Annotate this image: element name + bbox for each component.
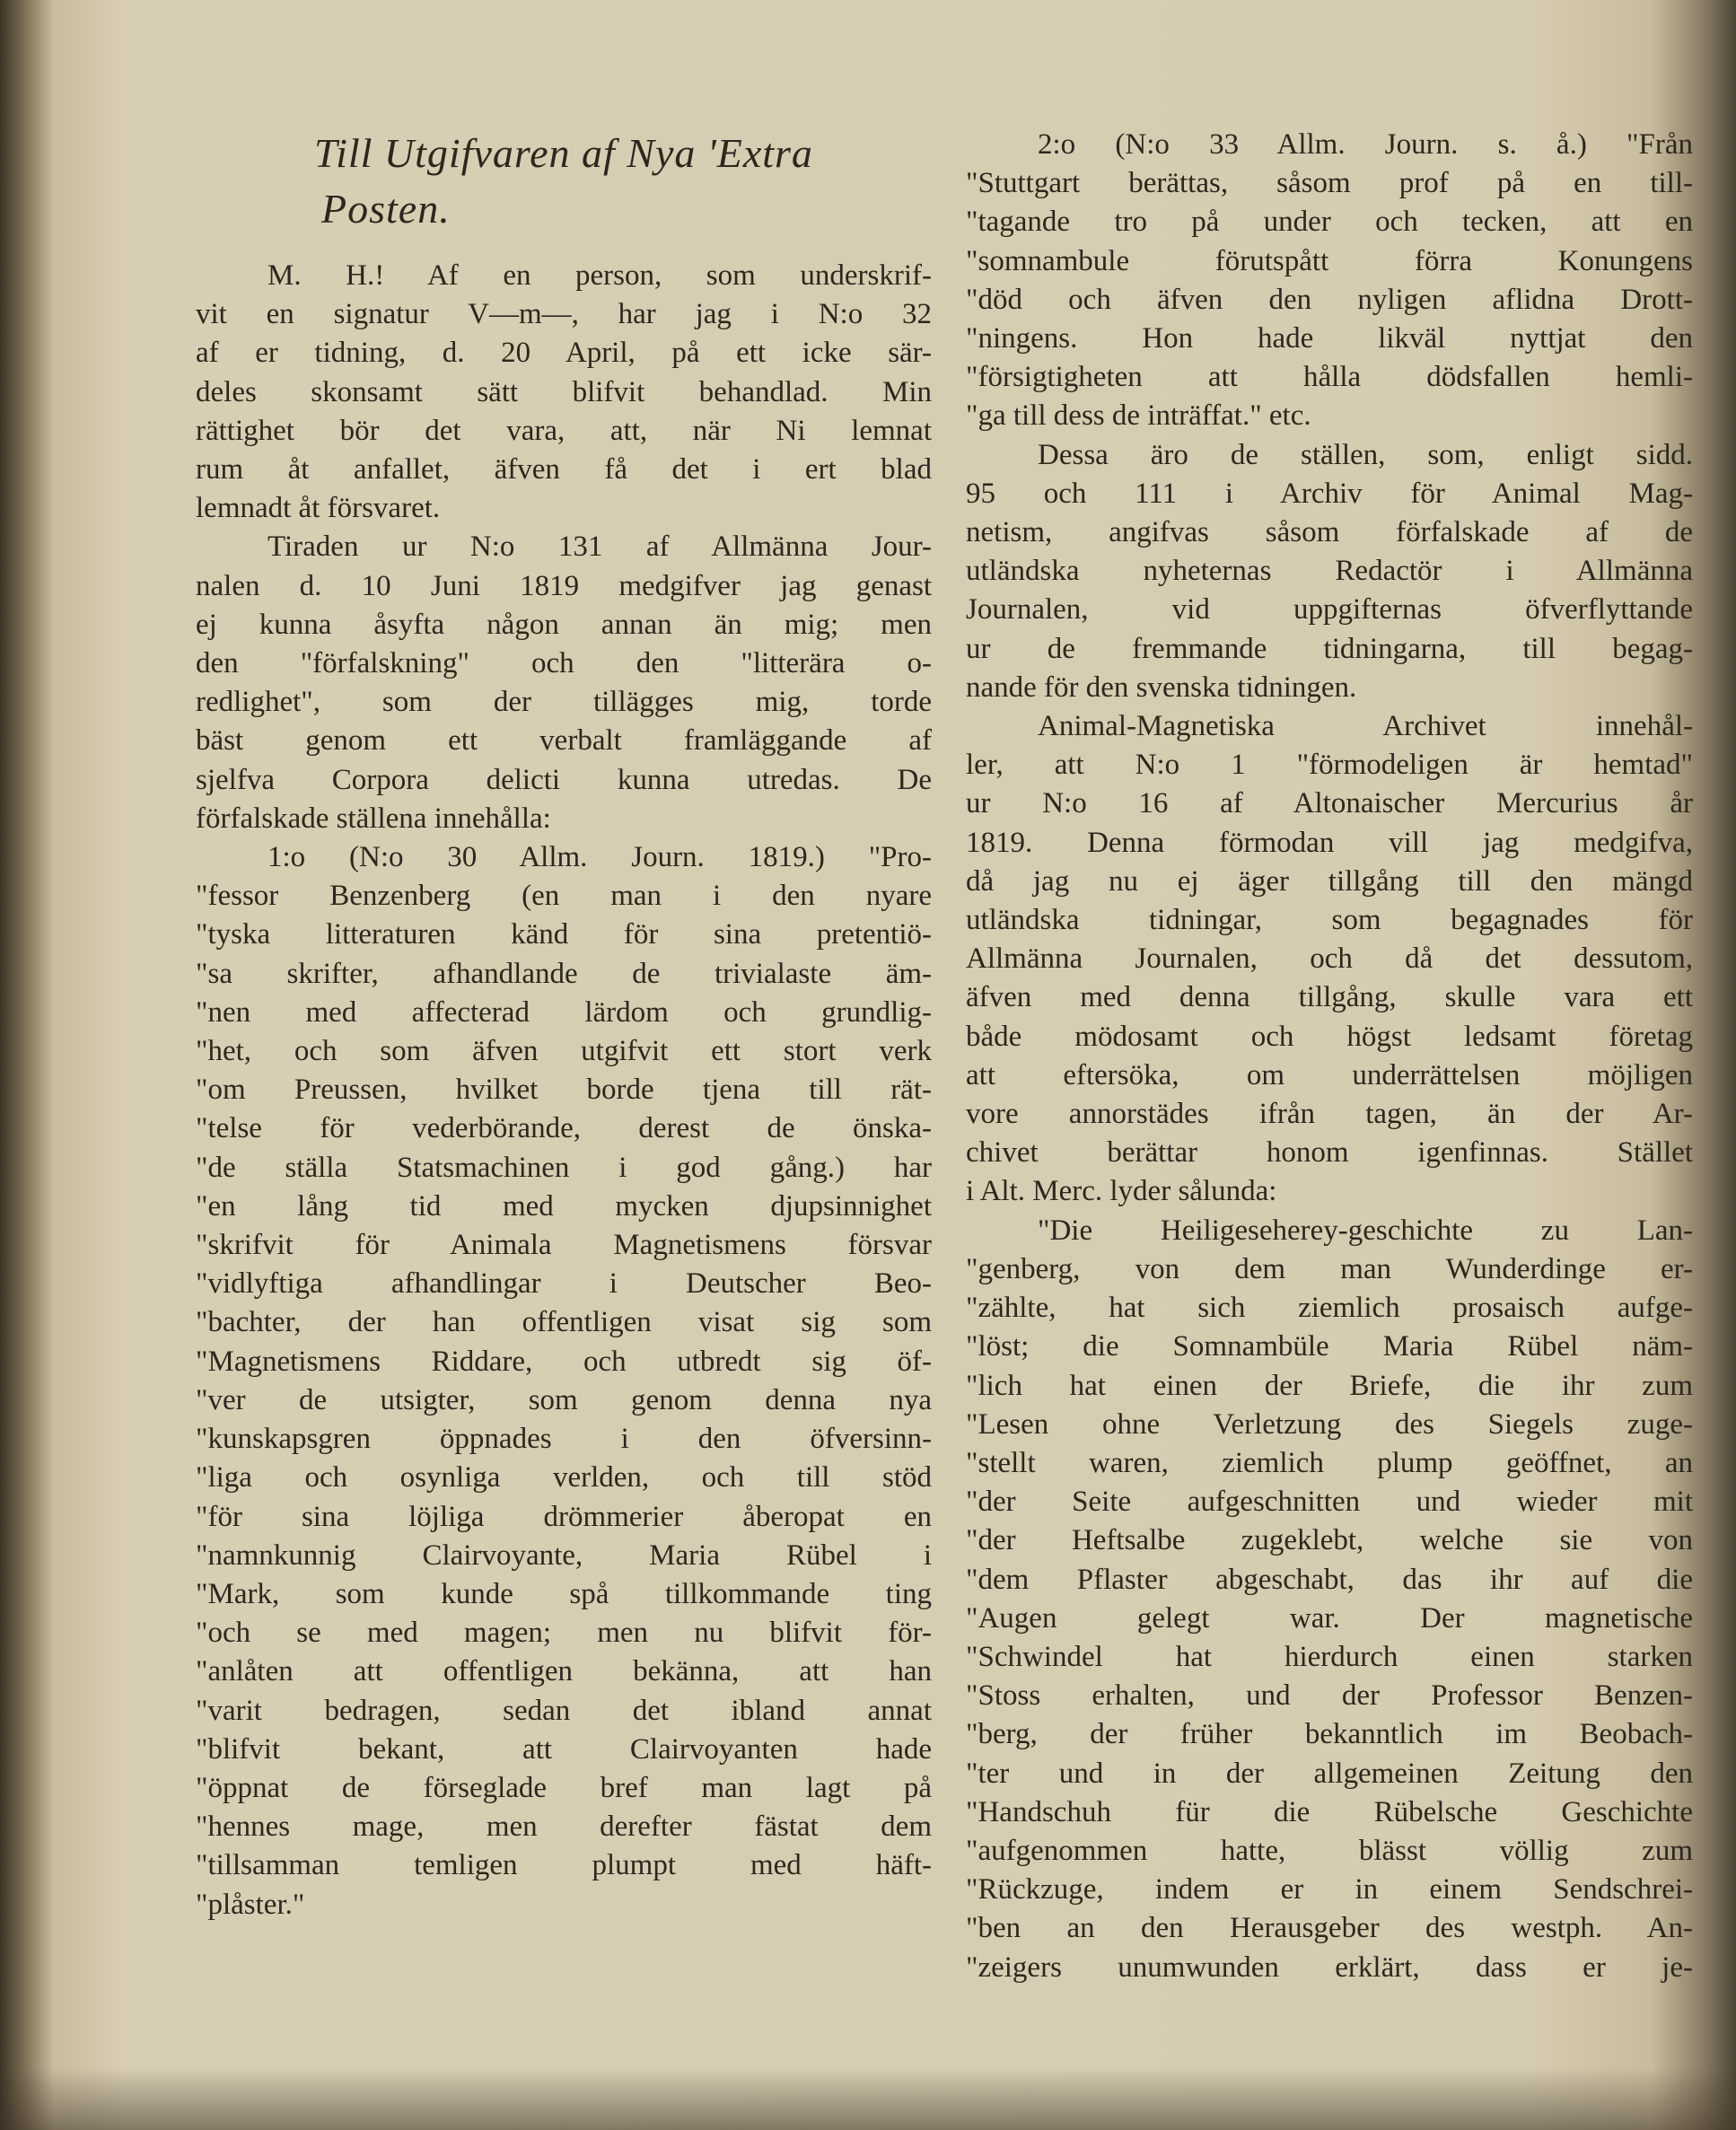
text-line: "fessor Benzenberg (en man i den nyare xyxy=(196,880,932,913)
text-line: då jag nu ej äger tillgång till den mängd xyxy=(966,864,1693,898)
text-line: 2:o (N:o 33 Allm. Journ. s. å.) "Från xyxy=(1038,128,1693,161)
text-line: "och se med magen; men nu blifvit för- xyxy=(196,1617,932,1650)
text-line: af er tidning, d. 20 April, på ett icke sär- xyxy=(196,337,932,370)
text-line: "liga och osynliga verlden, och till stöd xyxy=(196,1461,932,1495)
text-line: "en lång tid med mycken djupsinnighet xyxy=(196,1189,932,1223)
text-line: "Handschuh für die Rübelsche Geschichte xyxy=(966,1795,1693,1828)
text-line: "ver de utsigter, som genom denna nya xyxy=(196,1383,932,1416)
text-line: "Mark, som kunde spå tillkommande ting xyxy=(196,1577,932,1610)
text-line: "somnambule förutspått förra Konungens xyxy=(966,244,1693,277)
text-line: "försigtigheten att hålla dödsfallen hemli- xyxy=(966,361,1693,394)
text-line: "anlåten att offentligen bekänna, att han xyxy=(196,1655,932,1688)
text-line: "namnkunnig Clairvoyante, Maria Rübel i xyxy=(196,1538,932,1572)
text-line: "aufgenommen hatte, blässt völlig zum xyxy=(966,1834,1693,1867)
article-title-line-2: Posten. xyxy=(321,186,451,232)
text-line: rum åt anfallet, äfven få det i ert blad xyxy=(196,453,932,486)
text-line: äfven med denna tillgång, skulle vara ett xyxy=(966,981,1693,1014)
text-line: "om Preussen, hvilket borde tjena till rät- xyxy=(196,1074,932,1107)
text-line: 1:o (N:o 30 Allm. Journ. 1819.) "Pro- xyxy=(267,841,932,874)
text-line: vit en signatur V—m—, har jag i N:o 32 xyxy=(196,298,932,331)
text-line: "berg, der früher bekanntlich im Beobach- xyxy=(966,1718,1693,1751)
text-line: rättighet bör det vara, att, när Ni lemnat xyxy=(196,414,932,447)
text-line: "dem Pflaster abgeschabt, das ihr auf die xyxy=(966,1563,1693,1596)
text-line: chivet berättar honom igenfinnas. Stället xyxy=(966,1136,1693,1170)
text-line: både mödosamt och högst ledsamt företag xyxy=(966,1020,1693,1053)
text-line: "Stuttgart berättas, såsom prof på en till- xyxy=(966,167,1693,200)
text-line: "de ställa Statsmachinen i god gång.) har xyxy=(196,1151,932,1184)
text-line: "zeigers unumwunden erklärt, dass er je- xyxy=(966,1950,1693,1984)
text-line: "genberg, von dem man Wunderdinge er- xyxy=(966,1252,1693,1285)
text-line: den "förfalskning" och den "litterära o- xyxy=(196,647,932,680)
text-line: "het, och som äfven utgifvit ett stort verk xyxy=(196,1035,932,1068)
text-line: Journalen, vid uppgifternas öfverflyttande xyxy=(966,593,1693,627)
text-line: sjelfva Corpora delicti kunna utredas. De xyxy=(196,763,932,796)
text-line: "varit bedragen, sedan det ibland annat xyxy=(196,1694,932,1727)
text-line: "Magnetismens Riddare, och utbredt sig öf- xyxy=(196,1345,932,1378)
text-line: att eftersöka, om underrättelsen möjligen xyxy=(966,1058,1693,1091)
text-line: M. H.! Af en person, som underskrif- xyxy=(267,259,932,292)
text-line: "Augen gelegt war. Der magnetische xyxy=(966,1601,1693,1635)
text-line: "vidlyftiga afhandlingar i Deutscher Beo- xyxy=(196,1267,932,1301)
text-line: nalen d. 10 Juni 1819 medgifver jag genast xyxy=(196,569,932,602)
text-line: "lich hat einen der Briefe, die ihr zum xyxy=(966,1369,1693,1402)
text-line: nande för den svenska tidningen. xyxy=(966,671,1357,704)
text-line: "plåster." xyxy=(196,1888,305,1921)
text-line: förfalskade ställena innehålla: xyxy=(196,802,551,835)
text-line: vore annorstädes ifrån tagen, än der Ar- xyxy=(966,1098,1693,1131)
text-line: Dessa äro de ställen, som, enligt sidd. xyxy=(1038,438,1693,471)
text-line: "stellt waren, ziemlich plump geöffnet, an xyxy=(966,1446,1693,1479)
text-line: Animal-Magnetiska Archivet innehål- xyxy=(1038,710,1693,743)
text-line: "tyska litteraturen känd för sina pretentiö- xyxy=(196,918,932,951)
text-line: "Lesen ohne Verletzung des Siegels zuge- xyxy=(966,1407,1693,1441)
text-line: "zählte, hat sich ziemlich prosaisch aufge- xyxy=(966,1292,1693,1325)
text-line: utländska nyheternas Redactör i Allmänna xyxy=(966,555,1693,588)
article-title-line-1: Till Utgifvaren af Nya 'Extra xyxy=(314,130,813,176)
text-line: "tagande tro på under och tecken, att en xyxy=(966,206,1693,239)
left-column-text xyxy=(196,257,932,1924)
text-line: "Rückzuge, indem er in einem Sendschrei- xyxy=(966,1873,1693,1906)
text-line: "kunskapsgren öppnades i den öfversinn- xyxy=(196,1423,932,1456)
text-line: "bachter, der han offentligen visat sig som xyxy=(196,1306,932,1339)
text-line: netism, angifvas såsom förfalskade af de xyxy=(966,516,1693,549)
text-line: "Stoss erhalten, und der Professor Benzen- xyxy=(966,1679,1693,1713)
text-line: "blifvit bekant, att Clairvoyanten hade xyxy=(196,1732,932,1766)
text-line: ur N:o 16 af Altonaischer Mercurius år xyxy=(966,787,1693,820)
text-line: Allmänna Journalen, och då det dessutom, xyxy=(966,942,1693,976)
text-line: "skrifvit för Animala Magnetismens försvar xyxy=(196,1229,932,1262)
right-column-text xyxy=(966,126,1693,1987)
text-line: i Alt. Merc. lyder sålunda: xyxy=(966,1175,1277,1208)
text-line: bäst genom ett verbalt framläggande af xyxy=(196,724,932,758)
text-line: ler, att N:o 1 "förmodeligen är hemtad" xyxy=(966,749,1693,782)
text-line: "tillsamman temligen plumpt med häft- xyxy=(196,1849,932,1882)
text-line: redlighet", som der tillägges mig, torde xyxy=(196,686,932,719)
text-line: 95 och 111 i Archiv för Animal Mag- xyxy=(966,477,1693,510)
text-line: "öppnat de förseglade bref man lagt på xyxy=(196,1771,932,1804)
text-line: lemnadt åt försvaret. xyxy=(196,492,441,525)
text-line: "der Seite aufgeschnitten und wieder mit xyxy=(966,1486,1693,1519)
left-column xyxy=(196,126,932,1924)
text-line: "död och äfven den nyligen aflidna Drott- xyxy=(966,283,1693,316)
text-line: "ben an den Herausgeber des westph. An- xyxy=(966,1912,1693,1945)
text-line: "Schwindel hat hierdurch einen starken xyxy=(966,1640,1693,1673)
text-line: ej kunna åsyfta någon annan än mig; men xyxy=(196,608,932,641)
text-line: "telse för vederbörande, derest de önska- xyxy=(196,1112,932,1145)
text-line: "der Heftsalbe zugeklebt, welche sie von xyxy=(966,1524,1693,1557)
text-line: "löst; die Somnambüle Maria Rübel näm- xyxy=(966,1330,1693,1363)
text-line: "ga till dess de inträffat." etc. xyxy=(966,399,1311,433)
text-line: Tiraden ur N:o 131 af Allmänna Jour- xyxy=(267,530,932,564)
text-line: "hennes mage, men derefter fästat dem xyxy=(196,1810,932,1844)
right-column xyxy=(966,126,1693,1987)
text-line: "för sina löjliga drömmerier åberopat en xyxy=(196,1500,932,1533)
text-line: deles skonsamt sätt blifvit behandlad. Min xyxy=(196,375,932,408)
text-line: "nen med affecterad lärdom och grundlig- xyxy=(196,995,932,1029)
text-line: utländska tidningar, som begagnades för xyxy=(966,904,1693,937)
text-line: "ningens. Hon hade likväl nyttjat den xyxy=(966,322,1693,355)
text-line: ur de fremmande tidningarna, till begag- xyxy=(966,632,1693,665)
text-line: "ter und in der allgemeinen Zeitung den xyxy=(966,1757,1693,1790)
text-line: "Die Heiligeseherey-geschichte zu Lan- xyxy=(1038,1214,1693,1247)
text-line: 1819. Denna förmodan vill jag medgifva, xyxy=(966,826,1693,859)
text-line: "sa skrifter, afhandlande de trivialaste äm- xyxy=(196,957,932,990)
